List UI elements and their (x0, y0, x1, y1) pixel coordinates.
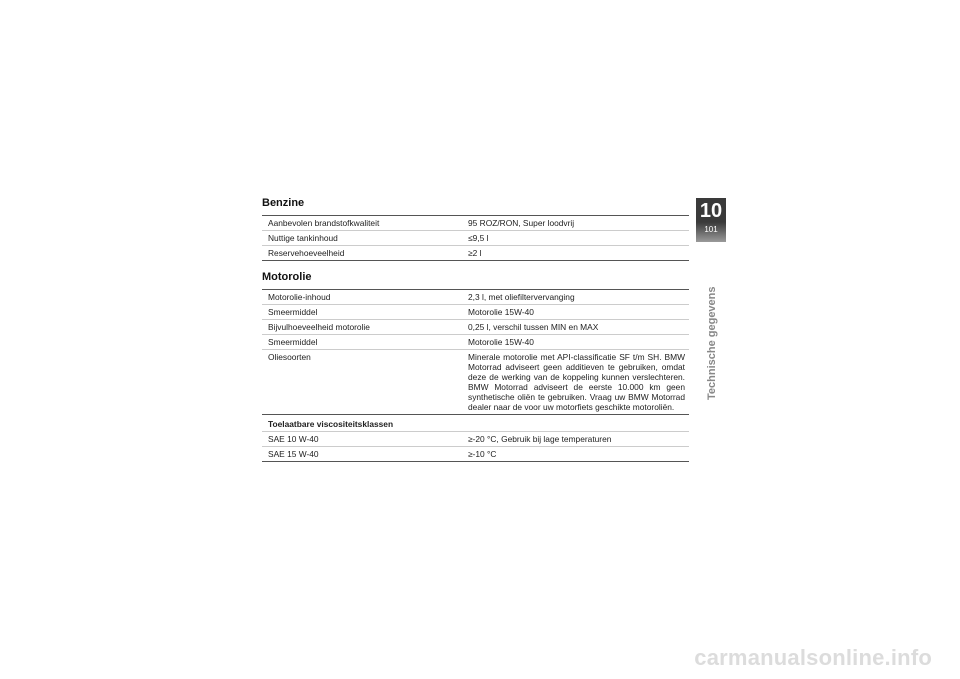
table-row: Smeermiddel Motorolie 15W-40 (262, 335, 689, 350)
watermark: carmanualsonline.info (694, 645, 932, 670)
table-row: Reservehoeveelheid ≥2 l (268, 248, 482, 258)
table-row: Nuttige tankinhoud ≤9,5 l (262, 231, 689, 246)
table-row: Bijvulhoeveelheid motorolie 0,25 l, verschil tussen MIN en MAX (262, 320, 689, 335)
table-row: Smeermiddel Motorolie 15W-40 (262, 305, 689, 320)
motorolie-table (262, 289, 689, 414)
table-row: Motorolie-inhoud 2,3 l, met oliefiltervervanging (262, 290, 689, 305)
chapter-tab (696, 198, 726, 242)
page-number: 101 (704, 225, 718, 234)
table-row: Aanbevolen brandstofkwaliteit 95 ROZ/RON, Super loodvrij (262, 216, 689, 231)
chapter-side-label: Technische gegevens (706, 286, 718, 400)
section-title-motorolie: Motorolie (262, 271, 312, 283)
viscosity-header: Toelaatbare viscositeitsklassen (262, 414, 689, 432)
benzine-table (262, 215, 689, 261)
table-row: Oliesoorten Minerale motorolie met API-classificatie SF t/m SH. BMW Motorrad adviseert geen additieven te gebruiken, omdat deze de werking van de koppeling kunnen verslechteren. BMW Motorrad adviseert de eerste 10.000 km geen synthetische oliën te gebruiken. Vraag uw BMW Motorrad dealer naar de voor uw motorfiets geschikte motoroliën. (268, 352, 685, 412)
spec-content (262, 196, 689, 462)
viscosity-table (262, 432, 689, 462)
section-title-benzine: Benzine (262, 197, 305, 209)
table-row: SAE 10 W-40 ≥-20 °C, Gebruik bij lage temperaturen (262, 432, 689, 447)
table-row: SAE 15 W-40 ≥-10 °C (268, 449, 497, 459)
chapter-number: 10 (699, 200, 723, 222)
